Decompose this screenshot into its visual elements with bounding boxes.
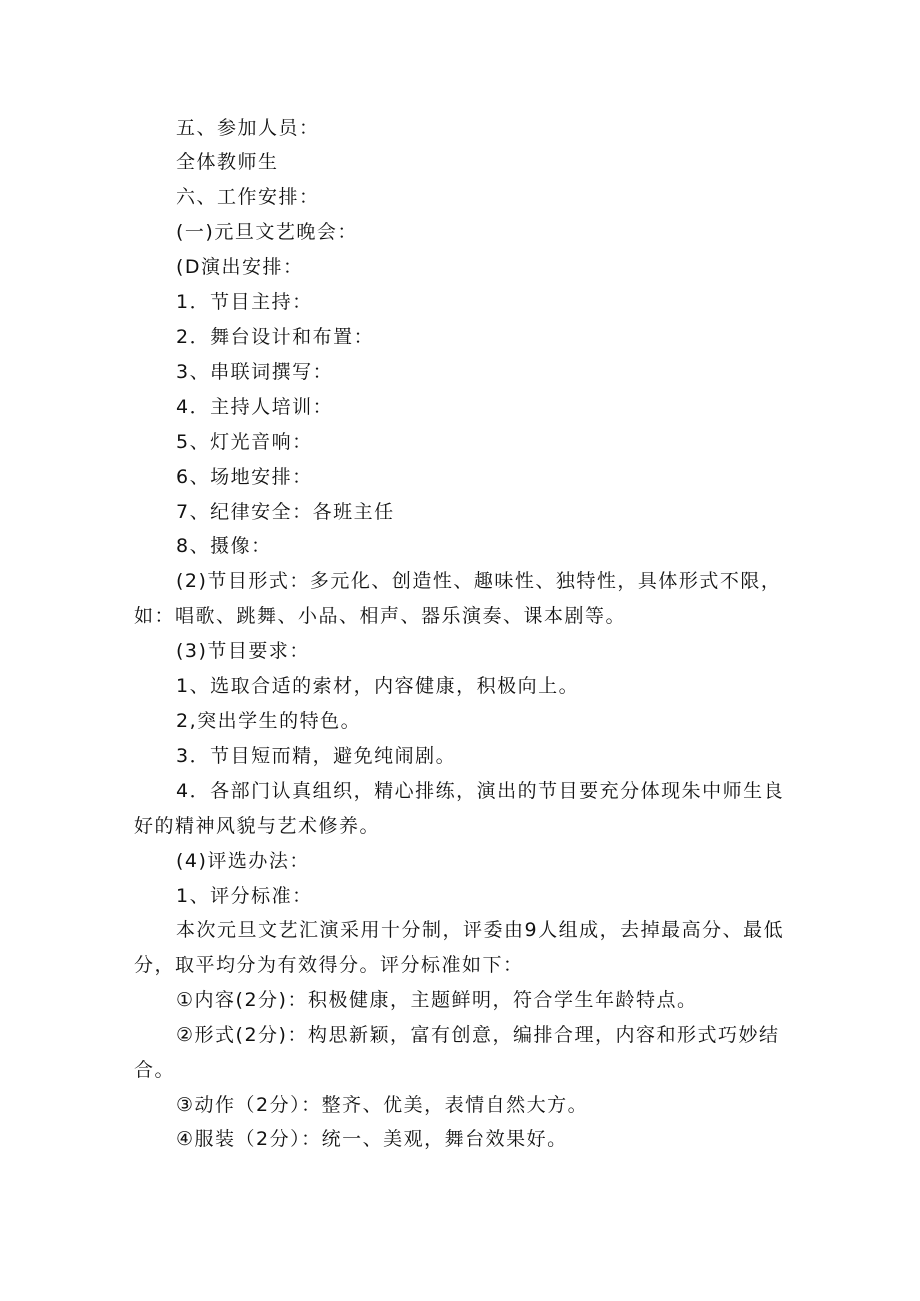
list-item: 4．主持人培训： — [176, 396, 334, 418]
paragraph-line: (2)节目形式：多元化、创造性、趣味性、独特性，具体形式不限， — [176, 570, 782, 592]
criteria-item: ②形式(2分)：构思新颖，富有创意，编排合理，内容和形式巧妙结 — [176, 1024, 780, 1046]
list-item: 6、场地安排： — [176, 466, 313, 488]
paragraph-line: 4．各部门认真组织，精心排练，演出的节目要充分体现朱中师生良 — [176, 780, 785, 802]
paragraph-line: 分，取平均分为有效得分。评分标准如下： — [134, 954, 524, 976]
paragraph-line: 全体教师生 — [176, 151, 279, 173]
list-item: 3、串联词撰写： — [176, 361, 334, 383]
list-item: 1、选取合适的索材，内容健康，积极向上。 — [176, 675, 580, 697]
list-item: 1．节目主持： — [176, 291, 313, 313]
list-item: 8、摄像： — [176, 535, 272, 557]
paragraph-line: 本次元旦文艺汇演采用十分制，评委由9人组成，去掉最高分、最低 — [176, 919, 785, 941]
criteria-item: ③动作（2分）：整齐、优美，表情自然大方。 — [176, 1094, 589, 1116]
criteria-item: ④服装（2分）：统一、美观，舞台效果好。 — [176, 1128, 568, 1150]
item-heading-performance: (D演出安排： — [176, 256, 304, 278]
paragraph-line: 好的精神风貌与艺术修养。 — [134, 815, 381, 837]
list-item: 5、灯光音响： — [176, 431, 313, 453]
criteria-item: ①内容(2分)：积极健康，主题鲜明，符合学生年龄特点。 — [176, 989, 698, 1011]
paragraph-line: 合。 — [134, 1059, 176, 1081]
list-item: 2．舞台设计和布置： — [176, 326, 375, 348]
list-item: 7、纪律安全：各班主任 — [176, 501, 395, 523]
item-heading-selection: (4)评选办法： — [176, 850, 310, 872]
list-item: 1、评分标准： — [176, 885, 313, 907]
list-item: 2,突出学生的特色。 — [176, 710, 362, 732]
section-heading-work-arrangement: 六、工作安排： — [176, 186, 320, 208]
paragraph-line: 如：唱歌、跳舞、小品、相声、器乐演奏、课本剧等。 — [134, 605, 627, 627]
item-heading-requirements: (3)节目要求： — [176, 640, 310, 662]
subsection-heading-gala: (一)元旦文艺晚会： — [176, 221, 358, 243]
section-heading-participants: 五、参加人员： — [176, 117, 320, 139]
list-item: 3．节目短而精，避免纯闹剧。 — [176, 745, 457, 767]
